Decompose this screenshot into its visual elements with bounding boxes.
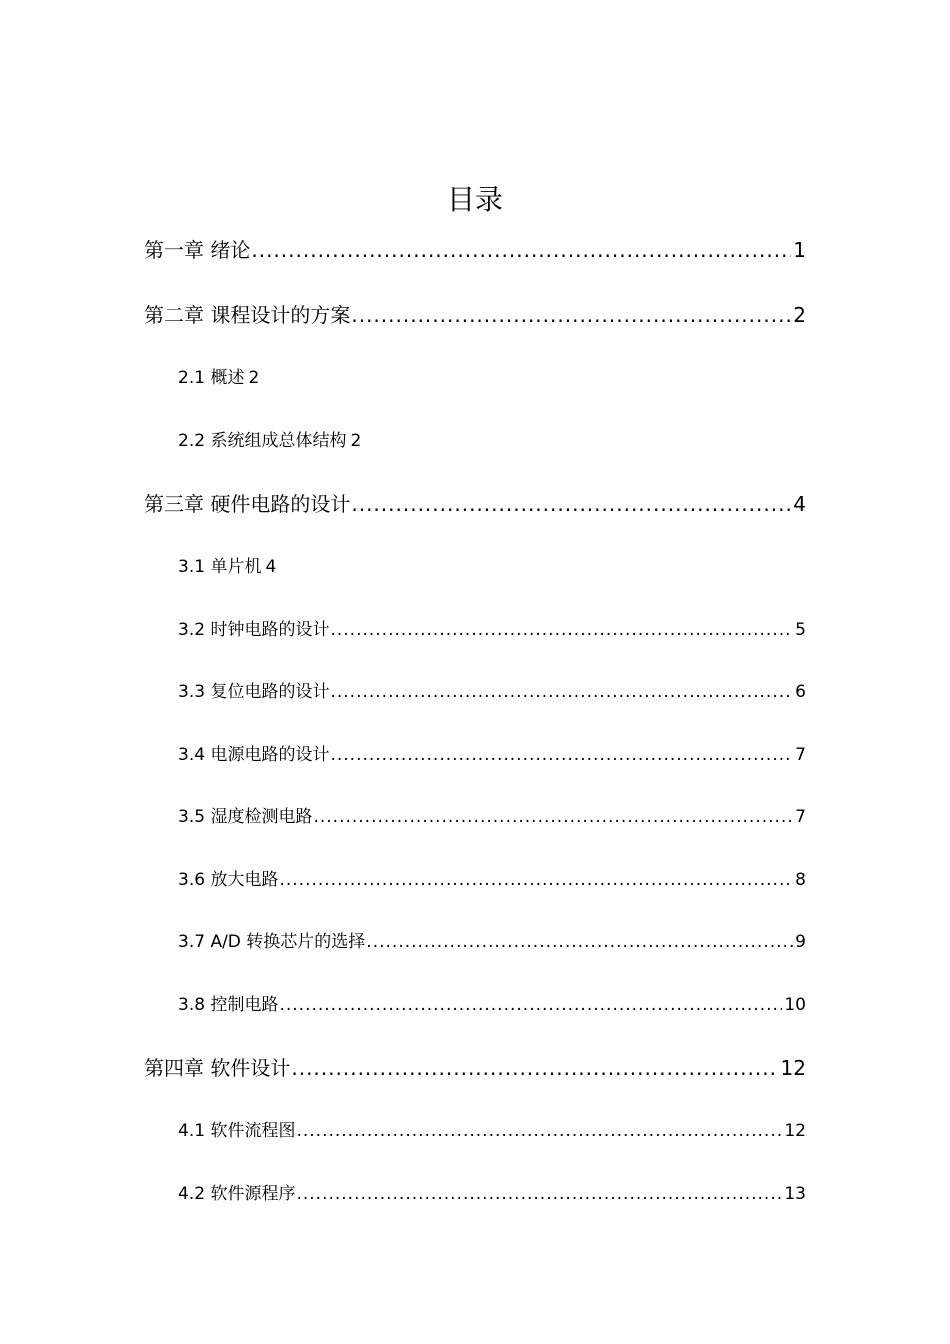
toc-entry-text: 3.3 复位电路的设计 bbox=[178, 682, 330, 702]
toc-entry-section-4-1[interactable] bbox=[178, 1119, 806, 1143]
toc-entry-text: 3.6 放大电路 bbox=[178, 870, 279, 890]
toc-entry-text: 2.2 系统组成总体结构 bbox=[178, 431, 347, 451]
toc-entry-text: 3.2 时钟电路的设计 bbox=[178, 620, 330, 640]
dot-leader bbox=[296, 1119, 782, 1143]
toc-entry-page: 5 bbox=[795, 620, 806, 640]
toc-entry-section-3-6[interactable] bbox=[178, 868, 806, 892]
toc-entry-section-3-5[interactable] bbox=[178, 805, 806, 829]
dot-leader bbox=[313, 805, 793, 829]
toc-entry-text: 3.5 湿度检测电路 bbox=[178, 807, 313, 827]
toc-entry-section-2-1[interactable] bbox=[178, 366, 259, 390]
toc-entry-section-3-8[interactable] bbox=[178, 993, 806, 1017]
toc-entry-page: 7 bbox=[795, 745, 806, 765]
toc-entry-page: 1 bbox=[793, 238, 806, 262]
dot-leader bbox=[279, 993, 782, 1017]
toc-entry-page: 4 bbox=[265, 557, 277, 577]
toc-entry-page: 2 bbox=[793, 303, 806, 327]
dot-leader bbox=[296, 1182, 782, 1206]
toc-entry-page: 7 bbox=[795, 807, 806, 827]
toc-entry-text: 3.4 电源电路的设计 bbox=[178, 745, 330, 765]
toc-entry-section-4-2[interactable] bbox=[178, 1182, 806, 1206]
toc-entry-text: 第一章 绪论 bbox=[144, 238, 251, 262]
toc-entry-chapter-2[interactable] bbox=[144, 301, 806, 329]
dot-leader bbox=[330, 743, 793, 767]
toc-entry-text: 3.8 控制电路 bbox=[178, 995, 279, 1015]
toc-entry-page: 2 bbox=[248, 368, 260, 388]
toc-entry-text: 第三章 硬件电路的设计 bbox=[144, 492, 351, 516]
toc-entry-section-3-7[interactable] bbox=[178, 930, 806, 954]
dot-leader bbox=[351, 301, 791, 329]
dot-leader bbox=[330, 680, 793, 704]
toc-entry-text: 第二章 课程设计的方案 bbox=[144, 303, 351, 327]
toc-title: 目录 bbox=[446, 183, 503, 216]
toc-entry-chapter-1[interactable] bbox=[144, 236, 806, 264]
toc-entry-text: 2.1 概述 bbox=[178, 368, 245, 388]
toc-entry-chapter-4[interactable] bbox=[144, 1054, 806, 1082]
dot-leader bbox=[366, 930, 793, 954]
toc-entry-text: 4.2 软件源程序 bbox=[178, 1184, 296, 1204]
toc-entry-page: 4 bbox=[793, 492, 806, 516]
toc-entry-text: 4.1 软件流程图 bbox=[178, 1121, 296, 1141]
toc-entry-section-3-2[interactable] bbox=[178, 618, 806, 642]
dot-leader bbox=[251, 236, 791, 264]
toc-entry-section-3-4[interactable] bbox=[178, 743, 806, 767]
dot-leader bbox=[279, 868, 793, 892]
toc-entry-section-3-1[interactable] bbox=[178, 555, 276, 579]
toc-entry-page: 10 bbox=[784, 995, 806, 1015]
toc-entry-chapter-3[interactable] bbox=[144, 490, 806, 518]
toc-entry-page: 9 bbox=[795, 932, 806, 952]
toc-entry-page: 12 bbox=[780, 1056, 806, 1080]
toc-entry-text: 第四章 软件设计 bbox=[144, 1056, 291, 1080]
toc-entry-page: 12 bbox=[784, 1121, 806, 1141]
toc-entry-page: 13 bbox=[784, 1184, 806, 1204]
toc-entry-page: 6 bbox=[795, 682, 806, 702]
dot-leader bbox=[330, 618, 793, 642]
toc-entry-section-3-3[interactable] bbox=[178, 680, 806, 704]
dot-leader bbox=[351, 490, 791, 518]
toc-entry-section-2-2[interactable] bbox=[178, 429, 361, 453]
toc-entry-page: 8 bbox=[795, 870, 806, 890]
toc-entry-text: 3.1 单片机 bbox=[178, 557, 262, 577]
dot-leader bbox=[291, 1054, 778, 1082]
toc-entry-text: 3.7 A/D 转换芯片的选择 bbox=[178, 932, 366, 952]
toc-entry-page: 2 bbox=[350, 431, 362, 451]
